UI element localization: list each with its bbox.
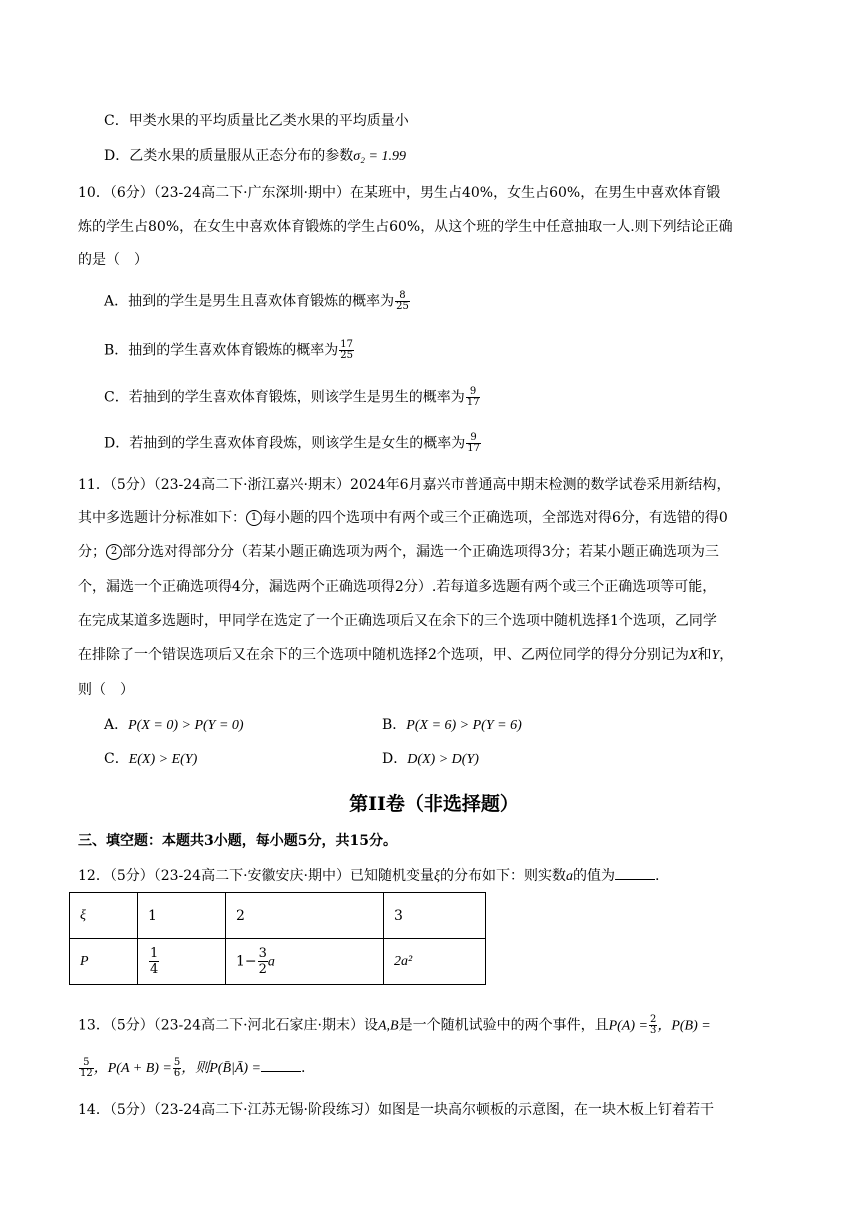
section-3-heading: 三、填空题：本题共3小题，每小题5分，共15分。 (78, 833, 397, 849)
q12-text-d: . (654, 868, 660, 884)
q11-line-3 (78, 542, 719, 562)
q11-option-d-math: D(X) > D(Y) (407, 752, 479, 767)
q11-line-6-end: ， (719, 647, 734, 663)
q11-option-b (382, 715, 522, 736)
fraction-denominator: 12 (80, 1067, 93, 1079)
fraction-numerator: 8 (395, 291, 410, 302)
q11-line-1: 11．（5分）（23-24高二下·浙江嘉兴·期末）2024年6月嘉兴市普通高中期末检测的数学试卷采用新结构， (78, 477, 731, 493)
q13-text-a: 13．（5分）（23-24高二下·河北石家庄·期末）设 (78, 1017, 378, 1034)
part-2-title: 第II卷（非选择题） (349, 793, 519, 815)
fraction-denominator: 25 (340, 350, 354, 361)
q10-line-3: 的是（ ） (78, 252, 148, 268)
fraction-numerator: 1 (150, 946, 159, 961)
q11-option-d (382, 749, 479, 770)
prob-b-label: ，P(B) = (657, 1018, 711, 1034)
q11-option-a (104, 715, 244, 736)
q9-option-d-math: σ₂ = 1.99 (353, 149, 406, 164)
fraction-denominator: 3 (649, 1025, 657, 1036)
q11-line-6-a: 在排除了一个错误选项后又在余下的三个选项中随机选择2个选项，甲、乙两位同学的得分分别记为 (78, 647, 689, 663)
fraction-denominator: 4 (150, 962, 159, 977)
q11-line-4: 个，漏选一个正确选项得4分，漏选两个正确选项得2分）.若每道多选题有两个或三个正确选项等可能， (78, 579, 717, 595)
q13-line-1 (78, 1015, 711, 1037)
var-xi: ξ (433, 869, 440, 884)
q10-option-b (104, 340, 354, 361)
q10-option-b-text: B．抽到的学生喜欢体育锻炼的概率为 (104, 342, 339, 359)
q10-option-b-fraction (339, 340, 354, 361)
prob-b-fraction (79, 1058, 94, 1079)
probability-fraction (149, 946, 159, 977)
fraction-numerator: 17 (340, 339, 354, 350)
q10-option-d-text: D．若抽到的学生喜欢体育段炼，则该学生是女生的概率为 (104, 435, 466, 452)
q11-option-a-label: A． (104, 717, 129, 733)
table-row (70, 939, 486, 985)
q10-option-c-text: C．若抽到的学生喜欢体育锻炼，则该学生是男生的概率为 (104, 389, 465, 406)
answer-blank[interactable] (261, 1057, 301, 1072)
var-a: a (565, 869, 573, 884)
circled-number-2: 2 (106, 544, 122, 560)
fraction-numerator: 5 (173, 1056, 181, 1068)
q12-text-b: 的分布如下：则实数 (439, 868, 566, 884)
q11-line-5: 在完成某道多选题时，甲同学在选定了一个正确选项后又在余下的三个选项中随机选择1个选项，乙同学 (78, 613, 717, 629)
q9-option-d (104, 146, 406, 167)
q11-line-3-b: 部分选对得部分分（若某小题正确选项为两个，漏选一个正确选项得3分；若某小题正确选项为三 (122, 544, 719, 560)
table-cell: 2a² (384, 939, 486, 985)
var-x: X (688, 648, 698, 663)
q14-line-1: 14．（5分）（23-24高二下·江苏无锡·阶段练习）如图是一块高尔顿板的示意图，在一块木板上钉着若干 (78, 1102, 714, 1118)
q11-option-d-label: D． (382, 751, 408, 767)
fraction-denominator: 17 (467, 443, 480, 454)
q12-line-1 (78, 865, 659, 887)
q9-option-d-text: D．乙类水果的质量服从正态分布的参数 (104, 148, 354, 164)
q10-option-a-text: A．抽到的学生是男生且喜欢体育锻炼的概率为 (104, 293, 395, 310)
q10-option-d-fraction (466, 433, 481, 454)
q10-option-c-fraction (466, 387, 481, 408)
table-cell: 2 (226, 893, 384, 939)
q10-option-c (104, 387, 480, 408)
q11-line-2-a: 其中多选题计分标准如下： (78, 510, 246, 526)
q11-option-b-math: P(X = 6) > P(Y = 6) (406, 718, 522, 733)
q10-line-1: 10．（6分）（23-24高二下·广东深圳·期中）在某班中，男生占40%，女生占60%，在男生中喜欢体育锻 (78, 185, 721, 201)
fraction-denominator: 6 (173, 1067, 181, 1079)
table-cell: P (70, 939, 138, 985)
distribution-table (69, 892, 486, 985)
q11-option-b-label: B． (382, 717, 407, 733)
prob-a-plus-b-fraction (173, 1058, 181, 1079)
fraction-denominator: 2 (258, 962, 267, 977)
q11-option-c-math: E(X) > E(Y) (128, 752, 198, 767)
q10-line-2: 炼的学生占80%，在女生中喜欢体育锻炼的学生占60%，从这个班的学生中任意抽取一人.则下列结论正确 (78, 219, 733, 235)
q11-line-3-a: 分； (78, 544, 106, 560)
q11-line-6 (78, 645, 733, 666)
q11-line-2-b: 每小题的四个选项中有两个或三个正确选项，全部选对得6分，有选错的得0 (262, 510, 728, 526)
fraction-numerator: 5 (79, 1058, 94, 1069)
cell-prefix: 1− (236, 953, 257, 970)
q11-line-6-and: 和 (697, 647, 712, 663)
fraction-numerator: 2 (649, 1014, 657, 1025)
var-a: a (267, 954, 275, 970)
answer-blank[interactable] (615, 865, 655, 880)
probability-fraction (258, 946, 268, 977)
q13-text-b: 是一个随机试验中的两个事件，且 (398, 1017, 609, 1034)
events-ab: A,B (377, 1018, 399, 1034)
prob-a-label: P(A) = (608, 1018, 648, 1034)
q11-option-c-label: C． (104, 751, 129, 767)
circled-number-1: 1 (246, 510, 262, 526)
prob-a-plus-b-label: ，P(A + B) = (93, 1061, 172, 1076)
fraction-numerator: 9 (466, 387, 481, 398)
table-cell: 1 (138, 893, 226, 939)
table-cell: ξ (70, 893, 138, 939)
var-y: Y (711, 648, 720, 663)
q12-text-c: 的值为 (572, 868, 615, 884)
conditional-prob-label: ，则P(B̄|Ā) = (181, 1061, 262, 1076)
fraction-numerator: 9 (466, 433, 481, 444)
q10-option-a-fraction (395, 291, 410, 312)
table-cell (226, 939, 384, 985)
q12-text-a: 12．（5分）（23-24高二下·安徽安庆·期中）已知随机变量 (78, 868, 434, 884)
table-cell: 3 (384, 893, 486, 939)
q13-line-2 (78, 1057, 305, 1079)
q11-option-a-math: P(X = 0) > P(Y = 0) (128, 718, 244, 733)
q13-end: . (301, 1060, 306, 1076)
table-cell (138, 939, 226, 985)
q10-option-d (104, 433, 481, 454)
q11-line-2 (78, 508, 728, 528)
q10-option-a (104, 291, 410, 312)
q11-line-7: 则（ ） (78, 682, 134, 698)
fraction-numerator: 3 (258, 946, 267, 961)
table-row (70, 893, 486, 939)
fraction-denominator: 25 (396, 301, 409, 312)
q11-option-c (104, 749, 197, 770)
fraction-denominator: 17 (466, 397, 480, 408)
q9-option-c: C．甲类水果的平均质量比乙类水果的平均质量小 (104, 113, 409, 129)
